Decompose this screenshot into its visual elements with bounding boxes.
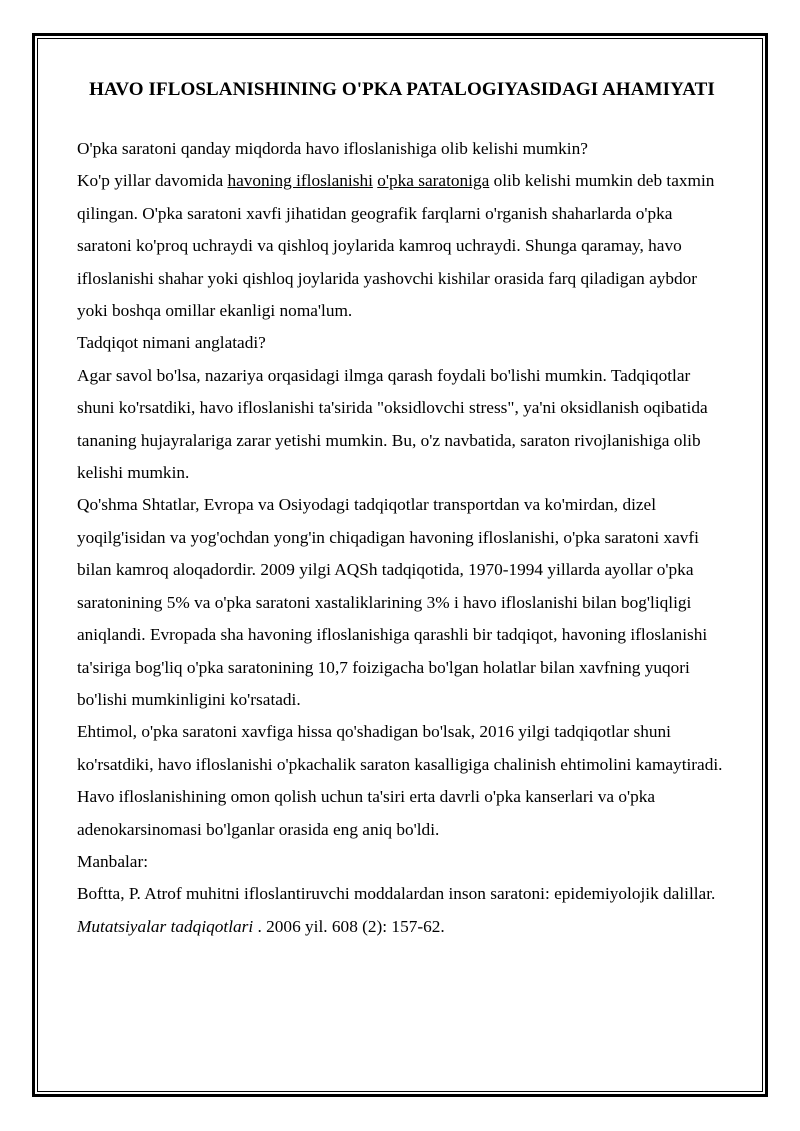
link-lung-cancer[interactable]: o'pka saratoniga: [377, 171, 490, 191]
reference-text-b: . 2006 yil. 608 (2): 157-62.: [253, 916, 445, 936]
reference-text-a: Boftta, P. Atrof muhitni ifloslantiruvchi moddalardan inson saratoni: epidemiyolojik dalillar.: [77, 884, 716, 904]
paragraph-5: Havo ifloslanishining omon qolish uchun ta'siri erta davrli o'pka kanserlari va o'pka adenokarsinomasi bo'lganlar orasida eng aniq bo'ldi.: [77, 787, 656, 839]
reference-journal: Mutatsiyalar tadqiqotlari: [77, 916, 254, 936]
document-body: [77, 72, 727, 943]
paragraph-2: Agar savol bo'lsa, nazariya orqasidagi ilmga qarash foydali bo'lishi mumkin. Tadqiqotlar shuni ko'rsatdiki, havo ifloslanishi ta'sirida "oksidlovchi stress", ya'ni oksidlanish oqibatida tananing hujayralariga zarar yetishi mumkin. Bu, o'z navbatida, saraton rivojlanishiga olib kelishi mumkin.: [77, 365, 708, 483]
paragraph-3: Qo'shma Shtatlar, Evropa va Osiyodagi tadqiqotlar transportdan va ko'mirdan, dizel yoqilg'isidan va yog'ochdan yong'in chiqadigan havoning ifloslanishi, o'pka saratoni xavfi bilan kamroq aloqadordir. 2009 yilgi AQSh tadqiqotida, 1970-1994 yillarda ayollar o'pka saratonining 5% va o'pka saratoni xastaliklarining 3% i havo ifloslanishi bilan bog'liqligi aniqlandi. Evropada sha havoning ifloslanishiga qarashli bir tadqiqot, havoning ifloslanishi ta'siriga bog'liq o'pka saratonining 10,7 foizigacha bo'lgan holatlar bilan xavfning yuqori bo'lishi mumkinligini ko'rsatadi.: [77, 495, 708, 709]
paragraph-1: [77, 165, 727, 327]
paragraph-1-text-c: olib kelishi mumkin deb taxmin qilingan. O'pka saratoni xavfi jihatidan geografik farqlarni o'rganish shaharlarda o'pka saratoni ko'proq uchraydi va qishloq joylarida kamroq uchraydi. Shunga qaramay, havo ifloslanishi shahar yoki qishloq joylarida yashovchi kishilar orasida farq qiladigan aybdor yoki boshqa omillar ekanligi noma'lum.: [77, 171, 715, 321]
reference-entry: [77, 878, 727, 943]
sources-label: Manbalar:: [77, 851, 149, 871]
paragraph-4: Ehtimol, o'pka saratoni xavfiga hissa qo'shadigan bo'lsak, 2016 yilgi tadqiqotlar shuni ko'rsatdiki, havo ifloslanishi o'pkachalik saraton kasalligiga chalinish ehtimolini kamaytiradi.: [77, 722, 723, 774]
paragraph-1-text-a: Ko'p yillar davomida: [77, 171, 228, 191]
document-title: HAVO IFLOSLANISHINING O'PKA PATALOGIYASIDAGI AHAMIYATI: [89, 79, 715, 100]
question-heading-2: Tadqiqot nimani anglatadi?: [77, 333, 266, 353]
question-heading-1: O'pka saratoni qanday miqdorda havo ifloslanishiga olib kelishi mumkin?: [77, 139, 588, 158]
link-air-pollution[interactable]: havoning ifloslanishi: [227, 171, 373, 191]
